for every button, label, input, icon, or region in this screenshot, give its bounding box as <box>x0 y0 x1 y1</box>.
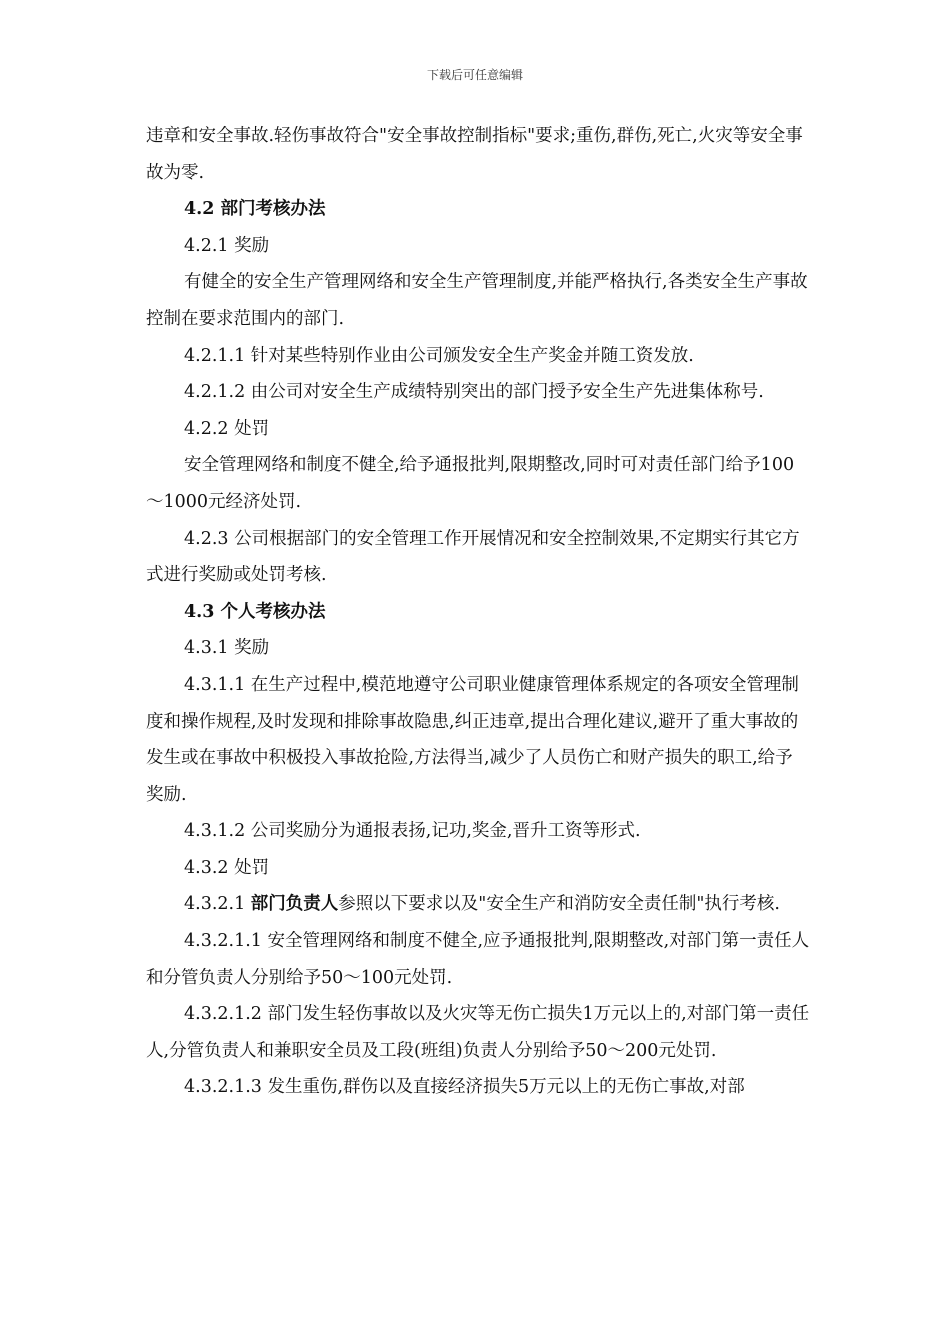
clause-4-2-1-2: 4.2.1.2 由公司对安全生产成绩特别突出的部门授予安全生产先进集体称号. <box>184 382 764 403</box>
subsection-heading-4-2-1: 4.2.1 奖励 <box>184 235 270 256</box>
clause-4-3-1-2: 4.3.1.2 公司奖励分为通报表扬,记功,奖金,晋升工资等形式. <box>184 821 641 842</box>
clause-number: 4.3.2.1 <box>184 894 251 915</box>
clause-4-2-1-1: 4.2.1.1 针对某些特别作业由公司颁发安全生产奖金并随工资发放. <box>184 345 694 366</box>
subsection-heading-4-3-2: 4.3.2 处罚 <box>184 857 270 878</box>
clause-4-3-2-1-1: 4.3.2.1.1 安全管理网络和制度不健全,应予通报批判,限期整改,对部门第一责任人和分管负责人分别给予50～100元处罚. <box>146 931 810 988</box>
clause-4-3-2-1-3: 4.3.2.1.3 发生重伤,群伤以及直接经济损失5万元以上的无伤亡事故,对部 <box>184 1077 745 1098</box>
section-heading-4-3: 4.3 个人考核办法 <box>184 601 326 622</box>
clause-4-3-2-1-2: 4.3.2.1.2 部门发生轻伤事故以及火灾等无伤亡损失1万元以上的,对部门第一责任人,分管负责人和兼职安全员及工段(班组)负责人分别给予50～200元处罚. <box>146 1004 810 1061</box>
clause-text: 参照以下要求以及"安全生产和消防安全责任制"执行考核. <box>338 894 780 915</box>
bold-term: 部门负责人 <box>250 894 339 915</box>
document-body <box>146 118 810 1106</box>
clause-4-3-1-1: 4.3.1.1 在生产过程中,模范地遵守公司职业健康管理体系规定的各项安全管理制度和操作规程,及时发现和排除事故隐患,纠正违章,提出合理化建议,避开了重大事故的发生或在事故中积极投入事故抢险,方法得当,减少了人员伤亡和财产损失的职工,给予奖励. <box>146 674 799 805</box>
paragraph: 有健全的安全生产管理网络和安全生产管理制度,并能严格执行,各类安全生产事故控制在要求范围内的部门. <box>146 272 808 329</box>
page-header-note: 下载后可任意编辑 <box>426 68 523 82</box>
subsection-heading-4-2-2: 4.2.2 处罚 <box>184 418 270 439</box>
clause-4-3-2-1 <box>146 886 810 923</box>
paragraph-continuation: 违章和安全事故.轻伤事故符合"安全事故控制指标"要求;重伤,群伤,死亡,火灾等安全事故为零. <box>146 126 803 183</box>
section-heading-4-2: 4.2 部门考核办法 <box>184 199 326 220</box>
subsection-heading-4-3-1: 4.3.1 奖励 <box>184 638 270 659</box>
clause-4-2-3: 4.2.3 公司根据部门的安全管理工作开展情况和安全控制效果,不定期实行其它方式进行奖励或处罚考核. <box>146 528 800 586</box>
paragraph: 安全管理网络和制度不健全,给予通报批判,限期整改,同时可对责任部门给予100～1000元经济处罚. <box>146 455 795 512</box>
